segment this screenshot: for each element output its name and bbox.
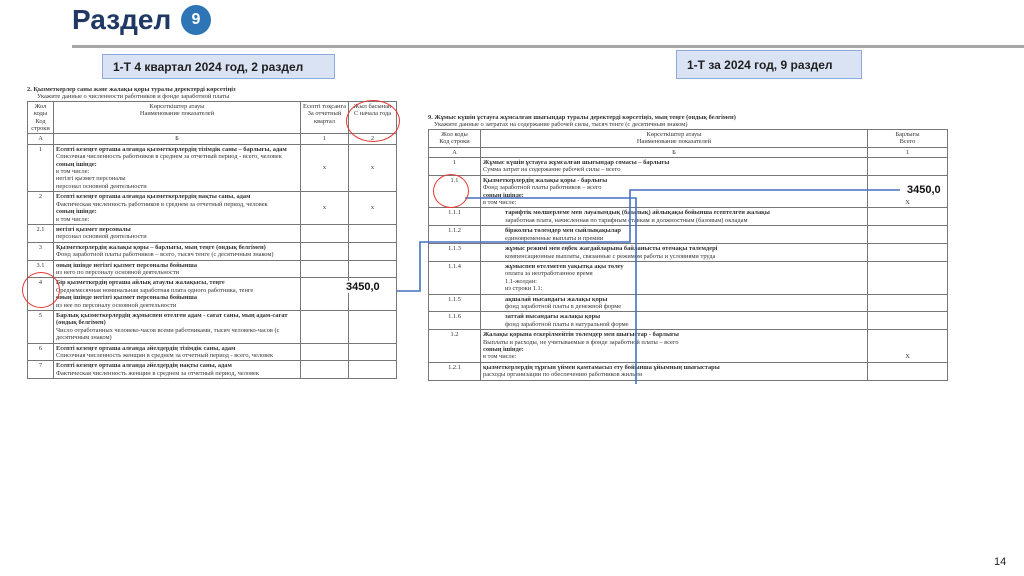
left-fund-value: 3450,0 (346, 281, 380, 293)
row-code: 3.1 (28, 260, 54, 278)
row-name-line: расходы организации по обеспечению работников жильем (483, 371, 642, 379)
row-name-line: жұмыс режимі мен еңбек жағдайларына байланысты өтемақы төлемдері (505, 245, 718, 253)
row-name-line: Қызметкерлердің жалақы қоры – барлығы, мың теңге (ондық белгімен) (56, 243, 266, 251)
row-name-line: 1.1-жолдан: (505, 277, 537, 285)
connector-line-a (397, 190, 900, 291)
row-value-period: x (301, 144, 349, 191)
row-value-year: x (349, 192, 397, 225)
row-name-line: Сумма затрат на содержание рабочей силы – всего (483, 166, 621, 174)
row-name-line: соның ішінде: (56, 160, 97, 168)
row-name-line: компенсационные выплаты, связанные с режимом работы и условиями труда (505, 252, 716, 260)
right-fund-value: 3450,0 (907, 184, 941, 196)
row-code: 3 (28, 242, 54, 260)
row-name-line: Есепті кезеңге орташа алғанда әйелдердің нақты саны, адам (56, 362, 232, 370)
header-code: Жол коды Код строки (28, 101, 54, 134)
row-name-line: Есепті кезеңге орташа алғанда әйелдердің тізімдік саны, адам (56, 344, 236, 352)
row-name-line: в том числе: (483, 199, 517, 207)
right-form-title-kz: 9. Жұмыс күшін ұстауға жұмсалған шығындар туралы деректерді көрсетіңіз, мың теңге (ондық белгімен) (428, 114, 736, 121)
row-name-line: Фонд заработной платы работников – всего, тысяч тенге (с десятичным знаком) (56, 251, 274, 259)
left-form-title-kz: 2. Қызметкерлер саны және жалақы қоры туралы деректерді көрсетіңіз (27, 86, 236, 93)
row-name-line: из него по персоналу основной деятельности (56, 268, 180, 276)
row-name-line: из нее по персоналу основной деятельности (56, 301, 177, 309)
row-name-line: соның ішінде: (56, 208, 97, 216)
annotation-circle-year-column (346, 100, 400, 142)
row-code: 1.1.1 (429, 208, 481, 226)
left-document-label: 1-Т 4 квартал 2024 год, 2 раздел (102, 54, 335, 79)
row-name-line: Есепті кезеңге орташа алғанда қызметкерлердің тізімдік саны – барлығы, адам (56, 145, 287, 153)
right-form-title-ru: Укажите данные о затратах на содержание рабочей силы, тысяч тенге (с десятичным знаком) (434, 121, 688, 129)
column-index-cell: Б (54, 134, 301, 144)
annotation-circle-row-1-1 (433, 174, 469, 208)
row-code: 1.1 (429, 175, 481, 208)
row-name-line: тарифтік мөлшерлеме мен лауазымдық (базалық) айлықақы бойынша есептелген жалақы (505, 209, 770, 217)
row-code: 1.1.5 (429, 294, 481, 312)
row-name-line: оның ішінде негізгі қызмет персоналы бойынша (56, 261, 198, 269)
row-code: 1 (429, 158, 481, 176)
row-code: 4 (28, 278, 54, 311)
header-total: Барлығы Всего (868, 129, 948, 147)
row-name-line: Списочная численность женщин в среднем за отчетный период - всего, человек (56, 352, 274, 359)
row-code: 1.1.4 (429, 261, 481, 294)
row-code: 1.1.3 (429, 244, 481, 262)
column-index-cell: 1 (868, 147, 948, 157)
connector-line-b (465, 198, 636, 384)
section-number-badge: 9 (181, 5, 211, 35)
row-name-line: персонал основной деятельности (56, 233, 147, 241)
header-code: Жол коды Код строки (429, 129, 481, 147)
row-name-line: Фонд заработной платы работников – всего (483, 184, 602, 192)
row-name-line: заттай нысандағы жалақы қоры (505, 313, 601, 321)
row-code: 5 (28, 310, 54, 343)
row-name-line: Фактическая численность женщин в среднем за отчетный период, человек (56, 369, 259, 377)
row-name-line: в том числе: (56, 215, 90, 223)
row-name-line: персонал основной деятельности (56, 182, 147, 190)
row-name-line: Жалақы қорына ескерілмейтін төлемдер мен шығыстар - барлығы (483, 331, 679, 339)
row-name-line: Фактическая численность работников в среднем за отчетный период, человек (56, 200, 268, 208)
row-name-line: Списочная численность работников в среднем за отчетный период - всего, человек (56, 153, 282, 161)
row-name-line: из строки 1.1: (505, 285, 543, 293)
row-code: 2 (28, 192, 54, 225)
header-name: Көрсеткіштер атауы Наименование показателей (54, 101, 301, 134)
row-name-line: негізгі қызмет персоналы (56, 225, 131, 233)
header-name: Көрсеткіштер атауы Наименование показателей (481, 129, 868, 147)
row-name-line: Жұмыс күшін ұстауға жұмсалған шығындар сомасы – барлығы (483, 159, 670, 167)
row-name-line: Среднемесячная номинальная заработная плата одного работника, тенге (56, 286, 254, 294)
row-name-line: в том числе: (483, 353, 517, 361)
row-name-line: в том числе: (56, 168, 90, 176)
row-name-line: заработная плата, начисленная по тарифным ставкам и должностным (базовым) окладам (505, 216, 748, 224)
row-code: 1.2 (429, 330, 481, 363)
row-code: 1.1.2 (429, 226, 481, 244)
row-value-year: x (349, 144, 397, 191)
row-name-line: соның ішінде: (483, 191, 524, 199)
page-title: Раздел (72, 4, 172, 35)
row-value-period: x (301, 192, 349, 225)
row-name-line: Число отработанных человеко-часов всеми работниками, тысяч человеко-часов (с десятичным знаком) (56, 326, 280, 342)
row-name-line: жұмыспен өтелмеген уақытқа ақы төлеу (505, 262, 624, 270)
annotation-circle-row-3 (22, 272, 60, 308)
column-index-cell: 1 (301, 134, 349, 144)
row-code: 1 (28, 144, 54, 191)
row-name-line: Выплаты и расходы, не учитываемые в фонде заработной платы – всего (483, 338, 679, 346)
row-name-line: қызметкерлердің тұрғын үймен қамтамасыз ету бойынша ұйымның шығыстары (483, 363, 720, 371)
column-index-cell: Б (481, 147, 868, 157)
row-name-line: Қызметкерлердің жалақы қоры - барлығы (483, 176, 608, 184)
row-name-line: біржолғы төлемдер мен сыйлықақылар (505, 227, 621, 235)
column-index-cell: А (28, 134, 54, 144)
left-form-title-ru: Укажите данные о численности работников и фонде заработной платы (37, 93, 230, 101)
row-name-line: фонд заработной платы в денежной форме (505, 302, 622, 310)
row-name-line: Бір қызметкердің орташа айлық атаулы жалақысы, теңге (56, 279, 225, 287)
row-name-line: оның ішінде негізгі қызмет персоналы бойынша (56, 294, 198, 302)
row-value-total: X (868, 330, 948, 363)
row-name-line: оплата за неотработанное время (505, 270, 593, 278)
row-name-line: ақшалай нысандағы жалақы қоры (505, 295, 608, 303)
column-index-cell: 2 (349, 134, 397, 144)
column-index-cell: А (429, 147, 481, 157)
row-name-line: Есепті кезеңге орташа алғанда қызметкерлердің нақты саны, адам (56, 193, 251, 201)
row-name-line: единовременные выплаты и премии (505, 234, 604, 242)
page-number: 14 (994, 556, 1007, 568)
row-name-line: Барлық қызметкерлердің жұмыспен өтелген адам - сағат саны, мың адам-сағат (ондық белгімен) (56, 311, 288, 327)
header-period: Есепті тоқсанға За отчетный квартал (301, 101, 349, 134)
row-name-line: фонд заработной платы в натуральной форме (505, 320, 629, 328)
row-name-line: соның ішінде: (483, 345, 524, 353)
row-name-line: негізгі қызмет персоналы (56, 175, 126, 183)
row-code: 6 (28, 343, 54, 361)
right-document-label: 1-Т за 2024 год, 9 раздел (676, 50, 862, 79)
row-code: 1.1.6 (429, 312, 481, 330)
row-code: 7 (28, 361, 54, 379)
row-code: 1.2.1 (429, 362, 481, 380)
row-code: 2.1 (28, 224, 54, 242)
header-year: Жыл басынан С начала года (349, 101, 397, 134)
row-value-total: X (868, 175, 948, 208)
